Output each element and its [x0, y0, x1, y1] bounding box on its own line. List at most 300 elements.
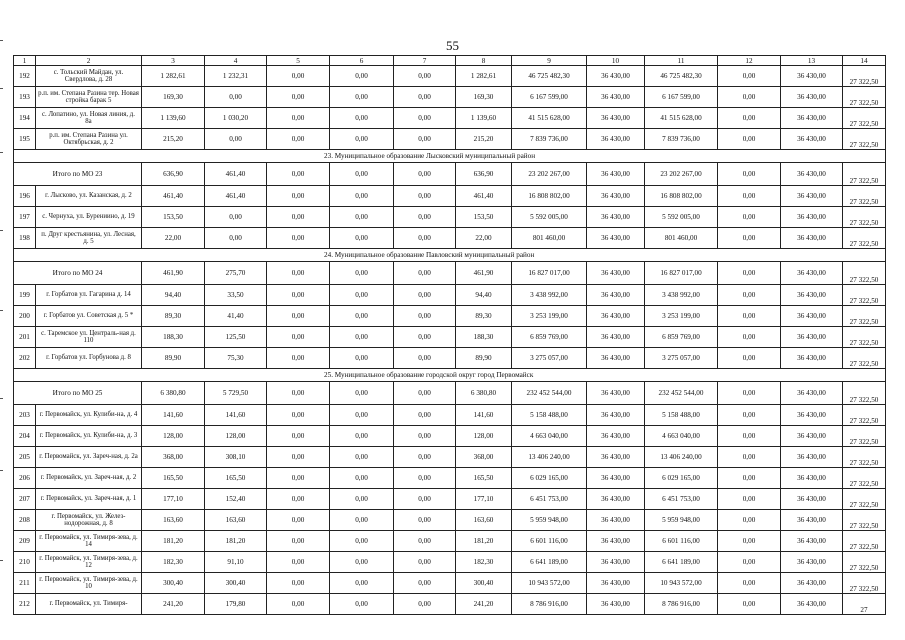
value-cell: 41 515 628,00 — [512, 108, 587, 129]
value-cell: 300,40 — [205, 573, 267, 594]
row-number: 197 — [14, 207, 36, 228]
subtotal-cell: 0,00 — [267, 262, 330, 285]
value-cell: 36 430,00 — [587, 510, 645, 531]
column-number-13: 13 — [781, 56, 843, 66]
subtotal-cell: 36 430,00 — [781, 382, 843, 405]
value-cell: 36 430,00 — [587, 594, 645, 615]
value-cell: 177,10 — [456, 489, 512, 510]
value-cell: 89,90 — [456, 348, 512, 369]
value-cell: 0,00 — [330, 306, 394, 327]
value-cell: 27 322,50 — [843, 327, 886, 348]
value-cell: 8 786 916,00 — [512, 594, 587, 615]
table-row — [14, 285, 886, 306]
value-cell: 36 430,00 — [781, 66, 843, 87]
value-cell: 36 430,00 — [781, 489, 843, 510]
value-cell: 0,00 — [718, 405, 781, 426]
value-cell: 0,00 — [718, 186, 781, 207]
value-cell: 10 943 572,00 — [512, 573, 587, 594]
value-cell: 0,00 — [267, 129, 330, 150]
value-cell: 0,00 — [394, 405, 456, 426]
row-number: 207 — [14, 489, 36, 510]
value-cell: 0,00 — [267, 552, 330, 573]
value-cell: 36 430,00 — [781, 285, 843, 306]
section-header-row — [14, 369, 886, 382]
value-cell: 153,50 — [456, 207, 512, 228]
section-header-row — [14, 249, 886, 262]
row-number: 201 — [14, 327, 36, 348]
row-number: 210 — [14, 552, 36, 573]
value-cell: 36 430,00 — [587, 66, 645, 87]
value-cell: 0,00 — [718, 489, 781, 510]
value-cell: 0,00 — [394, 447, 456, 468]
value-cell: 36 430,00 — [587, 348, 645, 369]
value-cell: 0,00 — [330, 348, 394, 369]
value-cell: 27 322,50 — [843, 285, 886, 306]
value-cell: 89,30 — [142, 306, 205, 327]
subtotal-cell: 0,00 — [718, 262, 781, 285]
value-cell: 3 253 199,00 — [512, 306, 587, 327]
row-number: 194 — [14, 108, 36, 129]
value-cell: 0,00 — [330, 573, 394, 594]
table-row — [14, 327, 886, 348]
value-cell: 75,30 — [205, 348, 267, 369]
value-cell: 0,00 — [394, 207, 456, 228]
address-cell: р.п. им. Степана Разина ул. Октябрьская, д. 2 — [36, 129, 142, 150]
value-cell: 27 322,50 — [843, 228, 886, 249]
table-row — [14, 447, 886, 468]
value-cell: 169,30 — [142, 87, 205, 108]
value-cell: 179,80 — [205, 594, 267, 615]
value-cell: 1 282,61 — [456, 66, 512, 87]
row-number: 196 — [14, 186, 36, 207]
value-cell: 0,00 — [330, 228, 394, 249]
subtotal-cell: 27 322,50 — [843, 262, 886, 285]
subtotal-row — [14, 163, 886, 186]
value-cell: 141,60 — [456, 405, 512, 426]
address-cell: р.п. им. Степана Разина тер. Новая стройка барак 5 — [36, 87, 142, 108]
value-cell: 0,00 — [394, 108, 456, 129]
value-cell: 5 158 488,00 — [512, 405, 587, 426]
subtotal-cell: 0,00 — [330, 382, 394, 405]
subtotal-cell: 23 202 267,00 — [645, 163, 718, 186]
value-cell: 0,00 — [267, 186, 330, 207]
value-cell: 300,40 — [142, 573, 205, 594]
value-cell: 0,00 — [267, 327, 330, 348]
address-cell: г. Горбатов ул. Гагарина д. 14 — [36, 285, 142, 306]
row-number: 211 — [14, 573, 36, 594]
value-cell: 0,00 — [267, 108, 330, 129]
value-cell: 0,00 — [394, 306, 456, 327]
value-cell: 89,90 — [142, 348, 205, 369]
value-cell: 0,00 — [267, 489, 330, 510]
value-cell: 0,00 — [267, 285, 330, 306]
address-cell: с. Чернуха, ул. Бурениино, д. 19 — [36, 207, 142, 228]
value-cell: 368,00 — [142, 447, 205, 468]
address-cell: г. Первомайск, ул. Зареч-ная, д. 1 — [36, 489, 142, 510]
subtotal-cell: 232 452 544,00 — [645, 382, 718, 405]
value-cell: 27 322,50 — [843, 306, 886, 327]
value-cell: 5 592 005,00 — [512, 207, 587, 228]
value-cell: 0,00 — [267, 531, 330, 552]
value-cell: 300,40 — [456, 573, 512, 594]
value-cell: 6 641 189,00 — [645, 552, 718, 573]
table-row — [14, 468, 886, 489]
address-cell: г. Первомайск, ул. Кулиби-на, д. 4 — [36, 405, 142, 426]
subtotal-cell: 36 430,00 — [587, 163, 645, 186]
value-cell: 0,00 — [394, 489, 456, 510]
value-cell: 0,00 — [205, 207, 267, 228]
value-cell: 36 430,00 — [587, 285, 645, 306]
value-cell: 36 430,00 — [781, 108, 843, 129]
column-number-12: 12 — [718, 56, 781, 66]
value-cell: 182,30 — [456, 552, 512, 573]
value-cell: 0,00 — [267, 426, 330, 447]
value-cell: 0,00 — [330, 66, 394, 87]
value-cell: 1 139,60 — [142, 108, 205, 129]
address-cell: г. Первомайск, ул. Тимиря-зева, д. 12 — [36, 552, 142, 573]
value-cell: 27 322,50 — [843, 129, 886, 150]
value-cell: 182,30 — [142, 552, 205, 573]
table-row — [14, 489, 886, 510]
value-cell: 0,00 — [718, 573, 781, 594]
table-row — [14, 228, 886, 249]
value-cell: 36 430,00 — [587, 129, 645, 150]
row-number: 199 — [14, 285, 36, 306]
value-cell: 36 430,00 — [781, 573, 843, 594]
value-cell: 5 592 005,00 — [645, 207, 718, 228]
value-cell: 0,00 — [267, 348, 330, 369]
value-cell: 36 430,00 — [781, 510, 843, 531]
margin-mark — [0, 560, 3, 561]
subtotal-label: Итого по МО 23 — [14, 163, 142, 186]
subtotal-cell: 232 452 544,00 — [512, 382, 587, 405]
value-cell: 141,60 — [205, 405, 267, 426]
value-cell: 6 601 116,00 — [512, 531, 587, 552]
value-cell: 461,40 — [142, 186, 205, 207]
value-cell: 36 430,00 — [587, 552, 645, 573]
row-number: 212 — [14, 594, 36, 615]
address-cell: г. Первомайск, ул. Зареч-ная, д. 2 — [36, 468, 142, 489]
value-cell: 10 943 572,00 — [645, 573, 718, 594]
value-cell: 36 430,00 — [781, 129, 843, 150]
value-cell: 128,00 — [142, 426, 205, 447]
value-cell: 27 322,50 — [843, 510, 886, 531]
value-cell: 36 430,00 — [587, 228, 645, 249]
subtotal-cell: 16 827 017,00 — [512, 262, 587, 285]
value-cell: 36 430,00 — [587, 426, 645, 447]
table-body — [14, 56, 886, 615]
row-number: 193 — [14, 87, 36, 108]
value-cell: 36 430,00 — [587, 489, 645, 510]
section-header-row — [14, 150, 886, 163]
subtotal-cell: 0,00 — [267, 163, 330, 186]
value-cell: 0,00 — [394, 552, 456, 573]
value-cell: 188,30 — [142, 327, 205, 348]
address-cell: г. Лысково, ул. Казанская, д. 2 — [36, 186, 142, 207]
value-cell: 0,00 — [718, 228, 781, 249]
value-cell: 0,00 — [718, 306, 781, 327]
value-cell: 36 430,00 — [781, 186, 843, 207]
subtotal-cell: 6 380,80 — [456, 382, 512, 405]
value-cell: 6 451 753,00 — [645, 489, 718, 510]
value-cell: 36 430,00 — [781, 207, 843, 228]
value-cell: 27 322,50 — [843, 66, 886, 87]
row-number: 209 — [14, 531, 36, 552]
subtotal-cell: 0,00 — [267, 382, 330, 405]
value-cell: 0,00 — [394, 348, 456, 369]
value-cell: 0,00 — [394, 327, 456, 348]
value-cell: 6 029 165,00 — [512, 468, 587, 489]
value-cell: 0,00 — [718, 108, 781, 129]
value-cell: 1 282,61 — [142, 66, 205, 87]
address-cell: с. Тольский Майдан, ул. Свердлова, д. 28 — [36, 66, 142, 87]
housing-table — [13, 55, 886, 615]
value-cell: 153,50 — [142, 207, 205, 228]
value-cell: 6 859 769,00 — [645, 327, 718, 348]
subtotal-cell: 36 430,00 — [587, 382, 645, 405]
value-cell: 0,00 — [394, 468, 456, 489]
value-cell: 36 430,00 — [781, 552, 843, 573]
value-cell: 0,00 — [394, 594, 456, 615]
value-cell: 33,50 — [205, 285, 267, 306]
value-cell: 0,00 — [718, 426, 781, 447]
column-number-7: 7 — [394, 56, 456, 66]
value-cell: 0,00 — [394, 228, 456, 249]
row-number: 202 — [14, 348, 36, 369]
address-cell: г. Первомайск, ул. Кулиби-на, д. 3 — [36, 426, 142, 447]
column-number-row — [14, 56, 886, 66]
value-cell: 27 322,50 — [843, 468, 886, 489]
value-cell: 27 322,50 — [843, 87, 886, 108]
subtotal-cell: 0,00 — [330, 163, 394, 186]
value-cell: 1 030,20 — [205, 108, 267, 129]
value-cell: 36 430,00 — [587, 207, 645, 228]
value-cell: 128,00 — [205, 426, 267, 447]
row-number: 204 — [14, 426, 36, 447]
value-cell: 169,30 — [456, 87, 512, 108]
column-number-9: 9 — [512, 56, 587, 66]
page-number: 55 — [446, 38, 459, 53]
value-cell: 27 322,50 — [843, 447, 886, 468]
subtotal-cell: 27 322,50 — [843, 382, 886, 405]
value-cell: 0,00 — [330, 129, 394, 150]
value-cell: 165,50 — [456, 468, 512, 489]
table-row — [14, 426, 886, 447]
value-cell: 0,00 — [718, 207, 781, 228]
value-cell: 0,00 — [394, 66, 456, 87]
value-cell: 0,00 — [267, 447, 330, 468]
value-cell: 36 430,00 — [587, 186, 645, 207]
subtotal-cell: 461,90 — [456, 262, 512, 285]
value-cell: 0,00 — [205, 228, 267, 249]
value-cell: 163,60 — [456, 510, 512, 531]
value-cell: 36 430,00 — [587, 573, 645, 594]
address-cell: г. Первомайск, ул. Зареч-ная, д. 2а — [36, 447, 142, 468]
subtotal-cell: 275,70 — [205, 262, 267, 285]
value-cell: 36 430,00 — [587, 531, 645, 552]
value-cell: 36 430,00 — [781, 468, 843, 489]
row-number: 206 — [14, 468, 36, 489]
subtotal-cell: 36 430,00 — [781, 262, 843, 285]
subtotal-label: Итого по МО 24 — [14, 262, 142, 285]
margin-mark — [0, 230, 3, 231]
value-cell: 27 322,50 — [843, 552, 886, 573]
value-cell: 177,10 — [142, 489, 205, 510]
value-cell: 0,00 — [205, 87, 267, 108]
table-row — [14, 348, 886, 369]
column-number-6: 6 — [330, 56, 394, 66]
value-cell: 0,00 — [718, 285, 781, 306]
subtotal-row — [14, 262, 886, 285]
value-cell: 0,00 — [205, 129, 267, 150]
value-cell: 0,00 — [330, 489, 394, 510]
value-cell: 141,60 — [142, 405, 205, 426]
value-cell: 0,00 — [718, 66, 781, 87]
value-cell: 6 601 116,00 — [645, 531, 718, 552]
value-cell: 368,00 — [456, 447, 512, 468]
column-number-2: 2 — [36, 56, 142, 66]
value-cell: 0,00 — [394, 573, 456, 594]
value-cell: 181,20 — [142, 531, 205, 552]
value-cell: 6 451 753,00 — [512, 489, 587, 510]
section-title: 25. Муниципальное образование городской округ город Первомайск — [14, 369, 886, 382]
value-cell: 46 725 482,30 — [512, 66, 587, 87]
table-row — [14, 552, 886, 573]
value-cell: 0,00 — [394, 531, 456, 552]
value-cell: 241,20 — [456, 594, 512, 615]
value-cell: 1 139,60 — [456, 108, 512, 129]
table-row — [14, 531, 886, 552]
address-cell: г. Первомайск, ул. Тимиря-зева, д. 10 — [36, 573, 142, 594]
table-row — [14, 207, 886, 228]
value-cell: 7 839 736,00 — [512, 129, 587, 150]
value-cell: 27 322,50 — [843, 348, 886, 369]
value-cell: 5 158 488,00 — [645, 405, 718, 426]
value-cell: 128,00 — [456, 426, 512, 447]
value-cell: 3 275 057,00 — [645, 348, 718, 369]
value-cell: 0,00 — [394, 426, 456, 447]
table-row — [14, 186, 886, 207]
value-cell: 0,00 — [330, 207, 394, 228]
subtotal-cell: 461,40 — [205, 163, 267, 186]
column-number-14: 14 — [843, 56, 886, 66]
value-cell: 27 — [843, 594, 886, 615]
value-cell: 27 322,50 — [843, 573, 886, 594]
column-number-1: 1 — [14, 56, 36, 66]
value-cell: 0,00 — [330, 426, 394, 447]
row-number: 205 — [14, 447, 36, 468]
value-cell: 215,20 — [142, 129, 205, 150]
value-cell: 3 275 057,00 — [512, 348, 587, 369]
value-cell: 0,00 — [330, 468, 394, 489]
value-cell: 0,00 — [330, 327, 394, 348]
subtotal-cell: 0,00 — [394, 262, 456, 285]
value-cell: 4 663 040,00 — [645, 426, 718, 447]
column-number-8: 8 — [456, 56, 512, 66]
value-cell: 13 406 240,00 — [645, 447, 718, 468]
value-cell: 6 167 599,00 — [645, 87, 718, 108]
value-cell: 0,00 — [267, 66, 330, 87]
value-cell: 36 430,00 — [587, 327, 645, 348]
row-number: 200 — [14, 306, 36, 327]
margin-mark — [0, 152, 3, 153]
value-cell: 91,10 — [205, 552, 267, 573]
subtotal-cell: 36 430,00 — [781, 163, 843, 186]
value-cell: 5 959 948,00 — [512, 510, 587, 531]
subtotal-cell: 461,90 — [142, 262, 205, 285]
value-cell: 13 406 240,00 — [512, 447, 587, 468]
value-cell: 0,00 — [267, 510, 330, 531]
value-cell: 27 322,50 — [843, 207, 886, 228]
value-cell: 27 322,50 — [843, 426, 886, 447]
value-cell: 0,00 — [330, 531, 394, 552]
value-cell: 0,00 — [394, 129, 456, 150]
value-cell: 0,00 — [394, 510, 456, 531]
value-cell: 215,20 — [456, 129, 512, 150]
value-cell: 6 859 769,00 — [512, 327, 587, 348]
address-cell: с. Лопатино, ул. Новая линия, д. 8а — [36, 108, 142, 129]
value-cell: 181,20 — [456, 531, 512, 552]
value-cell: 94,40 — [456, 285, 512, 306]
value-cell: 16 808 802,00 — [645, 186, 718, 207]
value-cell: 22,00 — [456, 228, 512, 249]
value-cell: 0,00 — [267, 468, 330, 489]
value-cell: 0,00 — [267, 405, 330, 426]
value-cell: 0,00 — [718, 552, 781, 573]
value-cell: 6 641 189,00 — [512, 552, 587, 573]
value-cell: 3 253 199,00 — [645, 306, 718, 327]
row-number: 195 — [14, 129, 36, 150]
subtotal-cell: 16 827 017,00 — [645, 262, 718, 285]
value-cell: 461,40 — [205, 186, 267, 207]
value-cell: 181,20 — [205, 531, 267, 552]
table-row — [14, 510, 886, 531]
value-cell: 0,00 — [267, 207, 330, 228]
subtotal-cell: 0,00 — [718, 163, 781, 186]
value-cell: 241,20 — [142, 594, 205, 615]
value-cell: 36 430,00 — [781, 348, 843, 369]
table-row — [14, 405, 886, 426]
subtotal-cell: 5 729,50 — [205, 382, 267, 405]
value-cell: 0,00 — [394, 186, 456, 207]
value-cell: 36 430,00 — [781, 306, 843, 327]
value-cell: 0,00 — [267, 87, 330, 108]
address-cell: г. Горбатов ул. Советская д. 5 * — [36, 306, 142, 327]
value-cell: 0,00 — [330, 594, 394, 615]
value-cell: 6 029 165,00 — [645, 468, 718, 489]
value-cell: 461,40 — [456, 186, 512, 207]
value-cell: 308,10 — [205, 447, 267, 468]
value-cell: 0,00 — [718, 510, 781, 531]
value-cell: 0,00 — [718, 531, 781, 552]
column-number-5: 5 — [267, 56, 330, 66]
subtotal-cell: 636,90 — [142, 163, 205, 186]
row-number: 203 — [14, 405, 36, 426]
table-row — [14, 306, 886, 327]
table-row — [14, 594, 886, 615]
margin-mark — [0, 470, 3, 471]
section-title: 24. Муниципальное образование Павловский муниципальный район — [14, 249, 886, 262]
value-cell: 0,00 — [394, 285, 456, 306]
value-cell: 36 430,00 — [587, 405, 645, 426]
subtotal-cell: 0,00 — [394, 163, 456, 186]
subtotal-cell: 36 430,00 — [587, 262, 645, 285]
value-cell: 6 167 599,00 — [512, 87, 587, 108]
subtotal-row — [14, 382, 886, 405]
value-cell: 27 322,50 — [843, 531, 886, 552]
column-number-11: 11 — [645, 56, 718, 66]
value-cell: 801 460,00 — [645, 228, 718, 249]
